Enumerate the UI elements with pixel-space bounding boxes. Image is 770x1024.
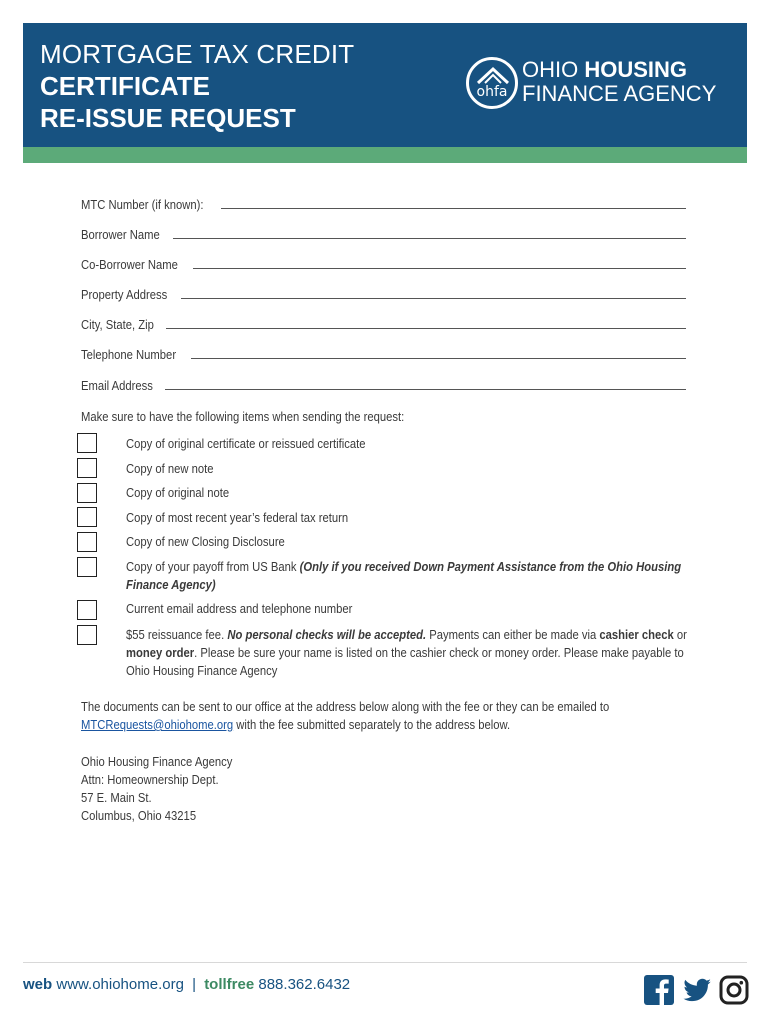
field-label: Email Address	[81, 379, 153, 393]
logo-house-icon	[466, 57, 518, 109]
fill-line[interactable]	[191, 357, 686, 359]
field-email-address[interactable]	[81, 373, 686, 393]
checklist-item	[126, 626, 696, 680]
address-block	[81, 753, 686, 825]
web-url[interactable]: www.ohiohome.org	[56, 976, 184, 993]
checkbox-original-note[interactable]	[77, 483, 97, 503]
checkbox-tax-return[interactable]	[77, 507, 97, 527]
title-line-2: CERTIFICATE	[40, 71, 210, 101]
fill-line[interactable]	[173, 237, 686, 239]
checklist-item-text: Copy of original certificate or reissued certificate	[126, 437, 366, 451]
title-line-1: MORTGAGE TAX CREDIT	[40, 39, 355, 69]
field-property-address[interactable]	[81, 282, 686, 302]
checklist-item-text: Current email address and telephone number	[126, 602, 353, 616]
instructions-text	[81, 698, 686, 734]
header-accent-bar	[23, 147, 747, 163]
checklist-intro: Make sure to have the following items when sending the request:	[81, 410, 405, 424]
facebook-icon[interactable]	[644, 975, 674, 1005]
checklist-item	[126, 600, 696, 618]
tollfree-phone: 888.362.6432	[258, 976, 351, 993]
title-line-3: RE-ISSUE REQUEST	[40, 103, 296, 133]
mailing-address	[81, 753, 686, 825]
email-link[interactable]: MTCRequests@ohiohome.org	[81, 718, 234, 732]
checkbox-closing-disclosure[interactable]	[77, 532, 97, 552]
checklist-item-text: Copy of new note	[126, 462, 214, 476]
checklist-item-text	[126, 558, 696, 594]
submission-instructions	[81, 698, 686, 734]
address-line-1: Ohio Housing Finance Agency	[81, 755, 233, 769]
checkbox-original-certificate[interactable]	[77, 433, 97, 453]
checklist-item	[126, 533, 696, 551]
checklist-item	[126, 558, 696, 594]
logo-mark-text: ohfa	[476, 84, 508, 100]
logo-housing: HOUSING	[584, 57, 688, 82]
fee-warning: No personal checks will be accepted.	[227, 628, 427, 642]
instagram-icon[interactable]	[719, 975, 749, 1005]
checkbox-reissuance-fee[interactable]	[77, 625, 97, 645]
address-line-4: Columbus, Ohio 43215	[81, 809, 197, 823]
checkbox-email-phone[interactable]	[77, 600, 97, 620]
instructions-part-1: The documents can be sent to our office at the address below along with the fee or they can be emailed to	[81, 700, 610, 714]
field-co-borrower-name[interactable]	[81, 252, 686, 272]
checklist-item	[126, 509, 696, 527]
field-telephone-number[interactable]	[81, 342, 686, 362]
fill-line[interactable]	[221, 207, 686, 209]
fee-payment-text: Payments can either be made via	[426, 628, 600, 642]
field-label: Co-Borrower Name	[81, 258, 178, 272]
fee-text: $55 reissuance fee.	[126, 628, 228, 642]
checkbox-payoff[interactable]	[77, 557, 97, 577]
fill-line[interactable]	[166, 327, 686, 329]
checklist-item-text: Copy of most recent year’s federal tax return	[126, 511, 349, 525]
field-city-state-zip[interactable]	[81, 312, 686, 332]
checklist-item-text	[126, 626, 696, 680]
checklist-item	[126, 484, 696, 502]
twitter-icon[interactable]	[682, 975, 712, 1005]
field-label: Telephone Number	[81, 348, 177, 362]
address-line-3: 57 E. Main St.	[81, 791, 152, 805]
checklist-item-text: Copy of new Closing Disclosure	[126, 535, 285, 549]
fee-cashier-check: cashier check	[599, 628, 674, 642]
footer-divider	[23, 962, 747, 963]
header-banner	[23, 23, 747, 147]
field-label: Property Address	[81, 288, 168, 302]
checklist-item-text: Copy of original note	[126, 486, 230, 500]
tollfree-label: tollfree	[204, 976, 255, 993]
fee-money-order: money order	[126, 646, 195, 660]
web-label: web	[23, 976, 53, 993]
field-borrower-name[interactable]	[81, 222, 686, 242]
ohfa-logo	[466, 55, 736, 115]
fill-line[interactable]	[165, 388, 686, 390]
checkbox-new-note[interactable]	[77, 458, 97, 478]
field-label: MTC Number (if known):	[81, 198, 204, 212]
checklist-item	[126, 460, 696, 478]
payoff-condition: (Only if you received Down Payment Assistance from the Ohio Housing Finance Agency)	[126, 560, 682, 592]
checklist-item	[126, 435, 696, 453]
payoff-text: Copy of your payoff from US Bank	[126, 560, 300, 574]
address-line-2: Attn: Homeownership Dept.	[81, 773, 219, 787]
footer-contact	[23, 976, 350, 993]
fill-line[interactable]	[181, 297, 686, 299]
field-mtc-number[interactable]	[81, 192, 686, 212]
field-label: City, State, Zip	[81, 318, 154, 332]
instructions-part-2: with the fee submitted separately to the address below.	[233, 718, 511, 732]
fee-or: or	[673, 628, 687, 642]
fee-payable-text: . Please be sure your name is listed on the cashier check or money order. Please make payable to Ohio Housing Finance Agency	[126, 646, 684, 678]
logo-ohio: OHIO	[522, 57, 579, 82]
fill-line[interactable]	[193, 267, 686, 269]
logo-name-line-1	[522, 57, 687, 83]
logo-name-line-2: FINANCE AGENCY	[522, 81, 717, 106]
field-label: Borrower Name	[81, 228, 160, 242]
footer-separator: |	[192, 976, 197, 993]
